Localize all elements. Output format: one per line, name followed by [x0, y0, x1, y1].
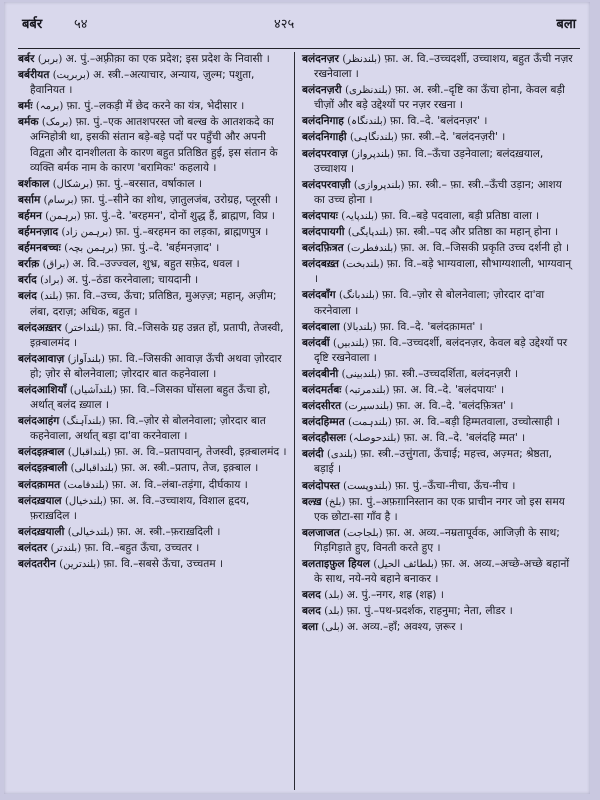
entry-headword: बलताइफ़ुल हियल [302, 558, 370, 570]
entry-headword: बलद [302, 589, 321, 602]
entry-headword: बलंदहिम्मत [302, 416, 345, 429]
header-left-number: ५४ [74, 17, 88, 32]
left-column [18, 52, 290, 573]
entry-urdu-spelling: (برشکال) [52, 178, 94, 190]
entry-definition: फ़ा. अ. वि.–दे. 'बलंदहि म्मत' । [400, 432, 526, 445]
dictionary-entry [18, 445, 290, 460]
entry-definition: फ़ा. पुं.–बरहमन का लड़का, ब्राह्मणपुत्र । [112, 226, 269, 239]
dictionary-entry [302, 431, 574, 446]
entry-urdu-spelling: (بلندی) [326, 449, 357, 461]
entry-headword: बलंद [18, 290, 37, 303]
entry-headword: बलंदपायगी [302, 226, 345, 239]
entry-urdu-spelling: (بلد) [324, 590, 344, 602]
dictionary-entry [18, 209, 290, 224]
entry-urdu-spelling: (بلندبخت) [342, 259, 384, 271]
entry-urdu-spelling: (بلندسیرت) [344, 401, 394, 413]
dictionary-entry [302, 526, 574, 556]
header-last-word: बला [556, 17, 576, 32]
entry-headword: बर्हमनबच्चः [18, 242, 61, 255]
entry-urdu-spelling: (بلندنگاہ) [347, 116, 387, 128]
dictionary-entry [302, 320, 574, 335]
entry-headword: बलंदअख़्तर [18, 321, 62, 334]
entry-headword: बलंदबाला [302, 320, 340, 333]
dictionary-entry [302, 241, 574, 256]
entry-definition: फ़ा. वि.–जिसके ग्रह उन्नत हों, प्रतापी, तेजस्वी, इक़्बालमंद । [30, 321, 284, 349]
dictionary-entry [302, 447, 574, 477]
entry-definition: फ़ा. अ. अव्य.–अच्छे-अच्छे बहानों के साथ, नये-नये बहाने बनाकर । [314, 558, 570, 586]
entry-headword: बर्मः [18, 100, 33, 113]
dictionary-entry [302, 52, 574, 82]
entry-headword: बलंदबीं [302, 336, 330, 349]
dictionary-entry [302, 399, 574, 414]
entry-urdu-spelling: (بلجاجت) [343, 527, 383, 539]
entry-definition: फ़ा. अ. अव्य.–नम्रतापूर्वक, आजिज़ी के साथ; गिड़गिड़ाते हुए, विनती करते हुए । [314, 526, 560, 554]
entry-urdu-spelling: (بلندآواز) [67, 353, 105, 365]
entry-headword: बलंदनज़र [302, 53, 339, 65]
entry-urdu-spelling: (برمک) [41, 117, 73, 129]
entry-definition: अ. स्त्री.–अत्याचार, अन्याय, ज़ुल्म; पशुता, हैवानियत । [30, 69, 255, 97]
entry-urdu-spelling: (بلندخیالی) [67, 526, 114, 538]
entry-urdu-spelling: (بلند) [40, 291, 63, 303]
entry-definition: फ़ा. वि.–ज़ोर से बोलनेवाला; ज़ोरदार बात कहनेवाला, अर्थात् बड़ा दा'वा करनेवाला । [30, 415, 266, 443]
entry-definition: फ़ा. पुं.–दे. 'बरहमन', दोनों शुद्ध हैं, ब्राह्मण, विप्र । [80, 209, 275, 222]
entry-definition: फ़ा. पुं.–ऊँचा-नीचा, ऊँच-नीच । [391, 479, 516, 492]
entry-definition: अ. अव्य.–हाँ; अवश्य, ज़रूर । [343, 621, 463, 634]
dictionary-entry [302, 367, 574, 382]
entry-definition: फ़ा. स्त्री.– फ़ा. स्त्री.–ऊँची उड़ान; आशय का उच्च होना । [314, 178, 562, 206]
entry-definition: फ़ा. वि.–उच्चदर्शी, बलंदनज़र, केवल बड़े उद्देश्यों पर दृष्टि रखनेवाला । [314, 336, 568, 364]
header-rule [18, 48, 580, 49]
entry-urdu-spelling: (بلندپایگی) [347, 227, 393, 239]
dictionary-entry [18, 241, 290, 256]
dictionary-entry [302, 557, 574, 587]
entry-urdu-spelling: (بلندمرتبہ) [344, 384, 390, 396]
entry-urdu-spelling: (بلنداقبالی) [70, 463, 118, 475]
entry-definition: फ़ा. पुं.–पथ-प्रदर्शक, राहनुमा; नेता, लीडर । [343, 605, 513, 618]
page-number: ४२५ [274, 17, 295, 32]
entry-headword: बलंदपायः [302, 209, 338, 222]
dictionary-entry [302, 147, 574, 177]
dictionary-entry [18, 289, 290, 319]
entry-headword: बलंदबीनी [302, 367, 339, 380]
entry-headword: बलंदआशियाँ [18, 383, 67, 396]
dictionary-entry [18, 321, 290, 351]
dictionary-entry [302, 604, 574, 619]
entry-headword: बला [302, 621, 318, 634]
entry-definition: फ़ा. पुं.–बरसात, वर्षाकाल । [93, 177, 202, 190]
entry-urdu-spelling: (برہمن زاد) [61, 227, 113, 239]
entry-urdu-spelling: (برہمن) [45, 210, 81, 222]
entry-definition: फ़ा. पुं.–अफ़ग़ानिस्तान का एक प्राचीन नगर जो इस समय एक छोटा-सा गाँव है । [314, 495, 565, 523]
entry-urdu-spelling: (بلندحوصلہ) [349, 433, 401, 445]
entry-urdu-spelling: (بلندپروازی) [353, 179, 405, 191]
entry-definition: फ़ा. स्त्री.–उत्तुंगता, ऊँचाई; महत्त्व, अज़्मत; श्रेष्ठता, बड़ाई । [314, 448, 552, 476]
entry-urdu-spelling: (برسام) [43, 194, 78, 206]
dictionary-entry [302, 415, 574, 430]
entry-urdu-spelling: (بلندبیں) [333, 337, 369, 349]
entry-headword: बलंदबाँग [302, 289, 336, 302]
entry-urdu-spelling: (بلندترین) [59, 559, 101, 570]
dictionary-entry [302, 336, 574, 366]
entry-headword: बलंदतर [18, 541, 48, 554]
entry-definition: फ़ा. अ. वि.–लंबा-तड़ंगा, दीर्घकाय । [108, 478, 248, 491]
entry-urdu-spelling: (براق) [42, 259, 70, 271]
entry-headword: बलंदक़ामत [18, 478, 61, 491]
dictionary-entry [302, 288, 574, 318]
entry-headword: बलंदख़याली [18, 525, 65, 538]
dictionary-entry [18, 494, 290, 524]
entry-urdu-spelling: (بلندفطرت) [347, 243, 398, 255]
entry-definition: फ़ा. वि.–सबसे ऊँचा, उच्चतम । [100, 558, 223, 570]
entry-urdu-spelling: (بلنداختر) [64, 322, 105, 334]
dictionary-entry [18, 257, 290, 272]
entry-definition: अ. पुं.–ठंडा करनेवाला; चायदानी । [63, 274, 199, 287]
dictionary-entry [18, 99, 290, 114]
dictionary-entry [18, 383, 290, 413]
dictionary-entry [18, 352, 290, 382]
dictionary-entry [302, 383, 574, 398]
entry-urdu-spelling: (بلندہمت) [348, 417, 392, 429]
entry-urdu-spelling: (بلی) [321, 622, 344, 634]
entry-headword: बलंदतरीन [18, 558, 56, 570]
entry-urdu-spelling: (بلندبالا) [342, 321, 377, 333]
dictionary-entry [302, 130, 574, 145]
entry-definition: फ़ा. अ. वि.–बड़ी हिम्मतवाला, उच्चोत्साही । [391, 416, 560, 429]
entry-definition: फ़ा. स्त्री.–उच्चदर्शिता, बलंदनज़री । [380, 367, 519, 380]
page-header [4, 8, 590, 34]
entry-definition: फ़ा. स्त्री.–दे. 'बलंदनज़री' । [397, 131, 506, 144]
entry-urdu-spelling: (بلندتر) [50, 542, 82, 554]
dictionary-entry [18, 478, 290, 493]
entry-headword: बलंदी [302, 448, 324, 461]
entry-headword: बलद [302, 605, 321, 618]
entry-definition: फ़ा. पुं.–लकड़ी में छेद करने का यंत्र, भेदीसार । [63, 100, 245, 113]
entry-headword: बलजाजत [302, 526, 340, 539]
entry-definition: फ़ा. वि.–दे. 'बलंदक़ामत' । [376, 320, 483, 333]
entry-definition: फ़ा. अ. वि.–दे. 'बलंदपायः' । [389, 383, 505, 396]
entry-urdu-spelling: (بلطائف الحیل) [373, 559, 438, 570]
dictionary-page [4, 2, 590, 794]
dictionary-entry [302, 114, 574, 129]
entry-headword: बर्शकाल [18, 177, 50, 190]
dictionary-entry [18, 225, 290, 240]
entry-headword: बलंदनिगाह [302, 115, 344, 128]
entry-definition: फ़ा. वि.–बहुत ऊँचा, उच्चतर । [81, 541, 200, 554]
header-first-word: बर्बर [22, 17, 43, 32]
entry-urdu-spelling: (بلندبینی) [341, 368, 381, 380]
entry-definition: फ़ा. अ. वि.–दे. 'बलंदफ़ित्रत' । [393, 400, 514, 413]
entry-headword: बलंदनिगाही [302, 131, 347, 144]
entry-headword: बलंदइक़्बाली [18, 462, 68, 475]
entry-urdu-spelling: (براد) [40, 275, 64, 287]
dictionary-entry [18, 177, 290, 192]
entry-definition: फ़ा. वि.–ऊँचा उड़नेवाला; बलंदख़याल, उच्चाशय । [314, 147, 544, 175]
entry-headword: बलंदनज़री [302, 84, 342, 97]
dictionary-entry [302, 225, 574, 240]
dictionary-entry [18, 557, 290, 572]
entry-headword: बलंदहौसलः [302, 432, 346, 445]
entry-headword: बलंदपरवाज़ी [302, 178, 351, 191]
dictionary-entry [18, 461, 290, 476]
entry-definition: फ़ा. अ. स्त्री.–प्रताप, तेज, इक़्बाल । [117, 462, 259, 475]
entry-urdu-spelling: (بلد) [324, 606, 344, 618]
entry-urdu-spelling: (بلخ) [325, 496, 346, 508]
entry-definition: फ़ा. वि.–बड़े भाग्यवाला, सौभाग्यशाली, भाग्यवान् । [314, 258, 572, 286]
right-column [302, 52, 574, 636]
dictionary-entry [18, 115, 290, 175]
entry-headword: बल्ख़ [302, 495, 322, 508]
entry-headword: बलंदफ़ित्रत [302, 242, 344, 255]
entry-urdu-spelling: (بلندپایہ) [341, 210, 378, 222]
entry-headword: बर्मक [18, 116, 39, 129]
entry-urdu-spelling: (بلندآہنگ) [62, 416, 106, 428]
dictionary-entry [302, 178, 574, 208]
entry-headword: बर्बरीयत [18, 69, 50, 82]
dictionary-entry [302, 257, 574, 287]
entry-headword: बलंदमर्तबः [302, 383, 342, 396]
entry-definition: फ़ा. वि.–जिसकी आवाज़ ऊँची अथवा ज़ोरदार हो; ज़ोर से बोलनेवाला; ज़ोरदार बात कहनेवाला । [30, 352, 282, 380]
entry-definition: फ़ा. अ. वि.–जिसकी प्रकृति उच्च दर्शनी हो । [397, 242, 570, 255]
entry-urdu-spelling: (برمہ) [35, 101, 64, 113]
column-divider [294, 52, 295, 790]
entry-definition: अ. पुं.–नगर, शह्र (शह्र) । [343, 589, 444, 602]
entry-definition: फ़ा. वि.–ज़ोर से बोलनेवाला; ज़ोरदार दा'वा करनेवाला । [314, 289, 545, 317]
entry-headword: बर्राक़ [18, 258, 40, 271]
entry-headword: बलंदबख़्त [302, 258, 339, 271]
entry-definition: फ़ा. अ. स्त्री.–दृष्टि का ऊँचा होना, केवल बड़ी चीज़ों और बड़े उद्देश्यों पर नज़र रखना । [314, 84, 565, 112]
entry-urdu-spelling: (بلندنظری) [345, 85, 392, 97]
dictionary-entry [302, 495, 574, 525]
entry-headword: बलंदआवाज़ [18, 352, 65, 365]
entry-urdu-spelling: (بلندوپست) [343, 480, 392, 492]
dictionary-entry [302, 83, 574, 113]
entry-urdu-spelling: (بربر) [37, 54, 63, 65]
entry-headword: बलंदसीरत [302, 400, 342, 413]
entry-urdu-spelling: (بلندنگاہی) [349, 132, 398, 144]
dictionary-entry [18, 273, 290, 288]
entry-urdu-spelling: (بلندپرواز) [351, 148, 394, 160]
entry-definition: फ़ा. वि.–जिसका घोंसला बहुत ऊँचा हो, अर्थात् बलंद ख़्याल । [30, 383, 271, 412]
dictionary-entry [302, 479, 574, 494]
entry-urdu-spelling: (بربریت) [52, 70, 90, 82]
entry-definition: फ़ा. अ. वि.–उच्चदर्शी, उच्चाशय, बहुत ऊँची नज़र रखनेवाला । [314, 53, 573, 81]
dictionary-entry [18, 414, 290, 444]
entry-headword: बर्बर [18, 53, 35, 65]
entry-headword: बलंदइक़्बाल [18, 446, 65, 459]
entry-definition: फ़ा. पुं.–सीने का शोथ, ज़ातुलजंब, उरोग्रह, प्लूरसी । [77, 193, 278, 206]
dictionary-entry [18, 541, 290, 556]
entry-definition: फ़ा. वि.–दे. 'बलंदनज़र' । [386, 115, 488, 128]
dictionary-entry [302, 620, 574, 635]
dictionary-entry [18, 52, 290, 67]
dictionary-entry [18, 525, 290, 540]
entry-headword: बर्साम [18, 193, 41, 206]
entry-headword: बलंदोपस्त [302, 479, 340, 492]
entry-definition: फ़ा. स्त्री.–पद और प्रतिष्ठा का महान् होना । [392, 226, 559, 239]
entry-definition: फ़ा. अ. वि.–प्रतापवान्, तेजस्वी, इक़्बालमंद । [110, 446, 287, 459]
entry-headword: बर्हमनज़ाद [18, 226, 59, 239]
entry-definition: फ़ा. अ. स्त्री.–फ़राख़दिली । [113, 525, 221, 538]
entry-definition: फ़ा. अ. वि.–उच्चाशय, विशाल हृदय, फ़राख़दिल । [30, 494, 250, 522]
entry-urdu-spelling: (بلندقامت) [63, 479, 109, 491]
entry-definition: फ़ा. पुं.–दे. 'बर्हमनज़ाद' । [117, 242, 220, 255]
entry-definition: अ. पुं.–अफ़्रीक़ा का एक प्रदेश; इस प्रदेश के निवासी । [62, 53, 270, 65]
entry-urdu-spelling: (بلندخیال) [64, 495, 107, 507]
entry-urdu-spelling: (بلندبانگ) [339, 290, 379, 302]
entry-headword: बलंदआहंग [18, 415, 60, 428]
entry-urdu-spelling: (برہمن بچہ) [64, 243, 118, 255]
entry-definition: फ़ा. पुं.–एक आतशपरस्त जो बल्ख के आतशकदे का अग्निहोत्री था, इसकी संतान बड़े-बड़े पदों पर पहुँची और अपनी विद्वता और दानशीलता के कारण बहुत प्रतिष्ठित हुई, इस संतान के व्यक्ति बर्मक नाम के कारण 'बरामिकः' कहलाये । [30, 116, 278, 174]
entry-headword: बर्हमन [18, 209, 42, 222]
dictionary-entry [302, 588, 574, 603]
entry-urdu-spelling: (بلندآشیاں) [69, 384, 117, 396]
entry-headword: बलंदपरवाज़ [302, 147, 348, 160]
dictionary-entry [18, 193, 290, 208]
dictionary-entry [302, 209, 574, 224]
entry-headword: बर्राद [18, 274, 37, 287]
entry-definition: फ़ा. वि.–बड़े पदवाला, बड़ी प्रतिष्ठा वाला । [377, 209, 540, 222]
entry-headword: बलंदख़याल [18, 494, 62, 507]
entry-definition: फ़ा. वि.–उच्च, ऊँचा; प्रतिष्ठित, मुअज़्ज़; महान्, अज़ीम; लंबा, दराज़; अधिक, बहुत । [30, 290, 277, 318]
dictionary-entry [18, 68, 290, 98]
entry-definition: अ. वि.–उज्ज्वल, शुभ्र, बहुत सफ़ेद, धवल । [69, 258, 240, 271]
entry-urdu-spelling: (بلندنظر) [342, 54, 381, 65]
entry-urdu-spelling: (بلنداقبال) [67, 447, 111, 459]
